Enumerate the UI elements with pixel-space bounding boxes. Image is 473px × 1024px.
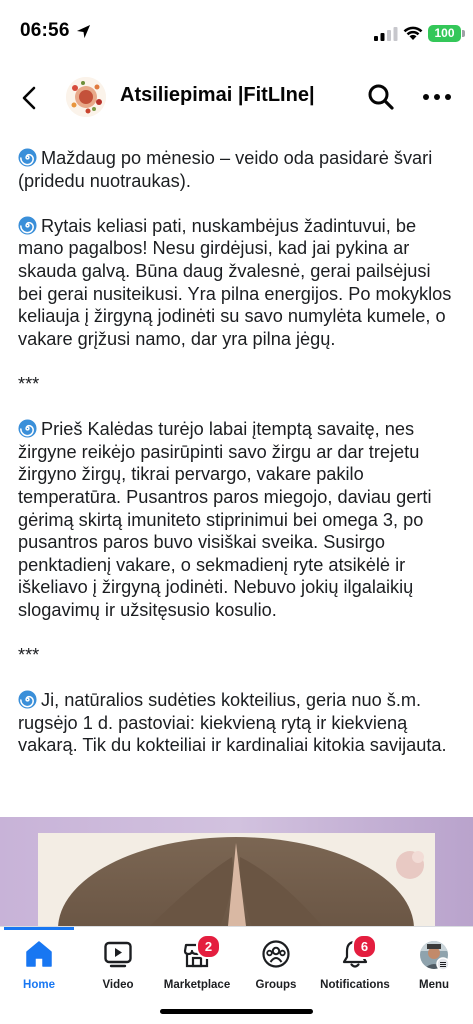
group-header [0,64,473,130]
tab-label: Marketplace [163,979,231,991]
section-separator: *** [18,373,40,394]
post-paragraph [18,418,458,621]
tab-notifications[interactable] [312,927,398,1005]
portrait-photo-image [0,817,473,926]
post-paragraph [18,147,458,192]
group-logo-icon [66,77,106,117]
more-dots-icon[interactable] [420,82,454,112]
post-paragraph [18,689,458,757]
chevron-left-icon[interactable] [14,82,46,114]
group-title[interactable]: Atsiliepimai |FitLIne| [120,84,315,106]
home-indicator [160,1009,313,1014]
status-time: 06:56 [20,20,70,41]
home-icon [24,939,54,969]
tab-home[interactable] [0,927,82,1005]
battery-tip [462,30,465,37]
tab-menu[interactable] [391,927,473,1005]
post-content [18,147,458,780]
tab-label: Video [102,979,134,991]
wifi-icon [402,24,424,41]
notifications-badge: 6 [352,934,377,959]
cyclone-emoji-icon [18,690,37,709]
paragraph-text: Maždaug po mėnesio – veido oda pasidarė švari (pridedu nuotraukas). [18,148,433,191]
tab-label: Menu [418,979,450,991]
paragraph-text: Ji, natūralios sudėties kokteilius, geria nuo š.m. rugsėjo 1 d. pastoviai: kiekvieną rytą ir kiekvieną vakarą. Tik du kokteiliai ir kardinaliai kitokia savijauta. [18,690,447,756]
tab-groups[interactable] [233,927,319,1005]
tab-label: Home [23,979,55,991]
avatar-icon [418,939,450,971]
paragraph-text: Rytais keliasi pati, nuskambėjus žadintuvui, be mano pagalbos! Nesu girdėjusi, kad jai pykina ar skauda galvą. Būna daug žvalesnė, gerai pailsėjusi bei gerai nusiteikusi. Yra pilna energijos. Po mokyklos keliauja į žirgyną jodinėti su savo numylėta kumele, o vakare grįžusi namo, dar yra pilna jėgų. [18,215,452,349]
cyclone-emoji-icon [18,216,37,235]
groups-icon [261,939,291,969]
post-photo[interactable] [0,817,473,926]
group-avatar[interactable] [66,77,106,117]
battery-indicator: 100 [428,25,461,42]
marketplace-badge: 2 [196,934,221,959]
section-separator: *** [18,645,40,666]
tab-label: Notifications [320,979,390,991]
status-bar [0,0,473,64]
paragraph-text: Prieš Kalėdas turėjo labai įtemptą savaitę, nes žirgyne reikėjo pasirūpinti savo žirgu ar dar trejetu žirgyno žirgų, tikrai pervargo, vakare pakilo temperatūra. Pusantros paros miegojo, daviau gerti gėrimą skirtą imuniteto stiprinimui bei omega 3, po pusantros paros buvo visiškai sveika. Susirgo penktadienį vakare, o sekmadienį ryte atsikėlė ir iškeliavo į žirgyną jodinėti. Nebuvo jokių ilgalaikių slogavimų ir užsitęsusio kosulio. [18,419,432,620]
cyclone-emoji-icon [18,148,37,167]
cellular-signal-icon [374,27,398,41]
tab-label: Groups [255,979,297,991]
post-paragraph [18,215,458,351]
tab-marketplace[interactable] [154,927,240,1005]
search-icon[interactable] [366,82,396,112]
video-icon [103,939,133,969]
cyclone-emoji-icon [18,419,37,438]
tab-video[interactable] [75,927,161,1005]
location-arrow-icon [76,24,91,39]
